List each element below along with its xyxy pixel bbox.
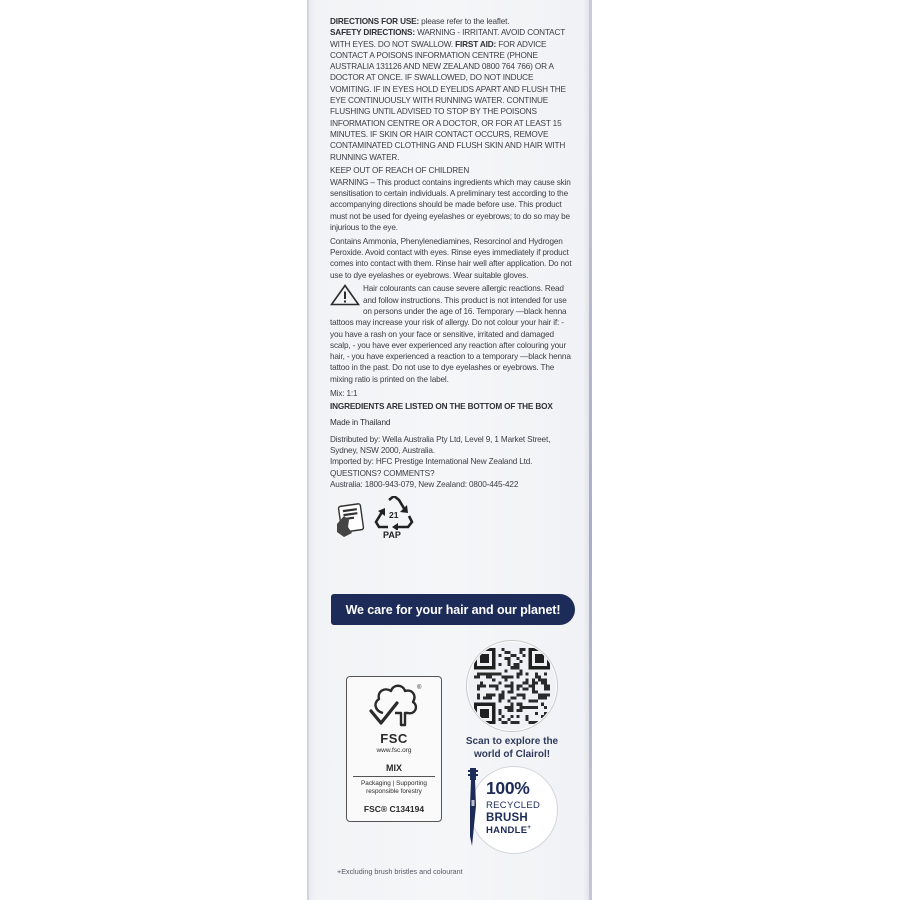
fsc-divider xyxy=(353,776,435,777)
distributor-line-5: Australia: 1800-943-079, New Zealand: 0800-445-422 xyxy=(330,480,519,490)
read-leaflet-hand-icon xyxy=(334,502,368,538)
pap-number: 21 xyxy=(389,510,399,520)
box-right-edge xyxy=(589,0,592,900)
warning-triangle-icon xyxy=(330,284,360,306)
sustainability-banner: We care for your hair and our planet! xyxy=(331,594,575,625)
distributor-line-2: Sydney, NSW 2000, Australia. xyxy=(330,446,435,456)
handle-label: HANDLE+ xyxy=(486,825,532,837)
brush-label: BRUSH xyxy=(486,812,528,824)
directions-for-use: DIRECTIONS FOR USE: please refer to the leaflet. xyxy=(330,17,510,26)
label-text-block xyxy=(330,16,575,490)
fsc-description: Packaging | Supporting responsible forestry xyxy=(361,780,427,795)
mix-ratio: Mix: 1:1 xyxy=(330,388,358,398)
symbols-row xyxy=(334,496,424,544)
pap-label: PAP xyxy=(383,530,401,540)
safety-directions: SAFETY DIRECTIONS: WARNING - IRRITANT. AVOID CONTACT WITH EYES. DO NOT SWALLOW. FIRST AID: FOR ADVICE CONTACT A POISONS INFORMATION CENTRE (PHONE AUSTRALIA 131126 AND NEW ZEALAND 0800 764 766) OR A DOCTOR AT ONCE. IF SWALLOWED, DO NOT INDUCE VOMITING. IF IN EYES HOLD EYELIDS APART AND FLUSH THE EYE CONTINUOUSLY WITH RUNNING WATER. CONTINUE FLUSHING UNTIL ADVISED TO STOP BY THE POISONS INFORMATION CENTRE OR A DOCTOR, OR FOR AT LEAST 15 MINUTES. IF SKIN OR HAIR CONTACT OCCURS, REMOVE CONTAMINATED CLOTHING AND FLUSH SKIN AND HAIR WITH RUNNING WATER. xyxy=(330,28,566,162)
recycled-percent: 100% xyxy=(486,778,530,798)
fsc-license-code: FSC® C134194 xyxy=(363,804,425,814)
contains-paragraph: Contains Ammonia, Phenylenediamines, Resorcinol and Hydrogen Peroxide. Avoid contact with eyes. Rinse eyes immediately if product comes into contact with them. Rinse hair well after application. Do not use to dye eyelashes or eyebrows. Wear suitable gloves. xyxy=(330,236,572,280)
footnote: +Excluding brush bristles and colourant xyxy=(337,867,463,876)
recycled-label: RECYCLED xyxy=(486,800,541,811)
fsc-url: www.fsc.org xyxy=(376,747,412,754)
allergy-paragraph: Hair colourants can cause severe allergic reactions. Read and follow instructions. This product is not intended for use on persons under the age of 16. Temporary —black henna tattoos may increase your risk of allergy. Do not colour your hair if: - you have a rash on your face or sensitive, irritated and damaged scalp, - you have ever experienced any reaction after colouring your hair, - you have experienced a reaction to a temporary —black henna tattoo in the past. Do not use to dye eyelashes or eyebrows. The mixing ratio is printed on the label. xyxy=(330,284,571,384)
brush-icon xyxy=(460,766,486,850)
ingredients-note: INGREDIENTS ARE LISTED ON THE BOTTOM OF THE BOX xyxy=(330,402,553,412)
fsc-registered-mark: ® xyxy=(417,685,422,691)
fsc-mix: MIX xyxy=(385,763,402,773)
fsc-title: FSC xyxy=(380,731,408,746)
distributor-line-4: QUESTIONS? COMMENTS? xyxy=(330,468,435,478)
warning-paragraph: WARNING – This product contains ingredients which may cause skin sensitisation to certain individuals. A preliminary test according to the accompanying directions should be made before use. This product must not be used for dyeing eyelashes or eyebrows; to do so may be injurious to the eye. xyxy=(330,177,571,232)
keep-out-of-reach: KEEP OUT OF REACH OF CHILDREN xyxy=(330,166,470,176)
scan-caption: Scan to explore the world of Clairol! xyxy=(465,736,559,760)
fsc-certification-card xyxy=(346,676,442,822)
distributor-line-3: Imported by: HFC Prestige International New Zealand Ltd. xyxy=(330,457,533,467)
qr-code-circle[interactable] xyxy=(467,641,557,731)
qr-code[interactable] xyxy=(474,648,550,724)
made-in: Made in Thailand xyxy=(330,417,391,427)
distributor-line-1: Distributed by: Wella Australia Pty Ltd, Level 9, 1 Market Street, xyxy=(330,434,551,444)
box-left-edge xyxy=(307,0,309,900)
fsc-tree-checkmark-icon xyxy=(365,681,423,733)
